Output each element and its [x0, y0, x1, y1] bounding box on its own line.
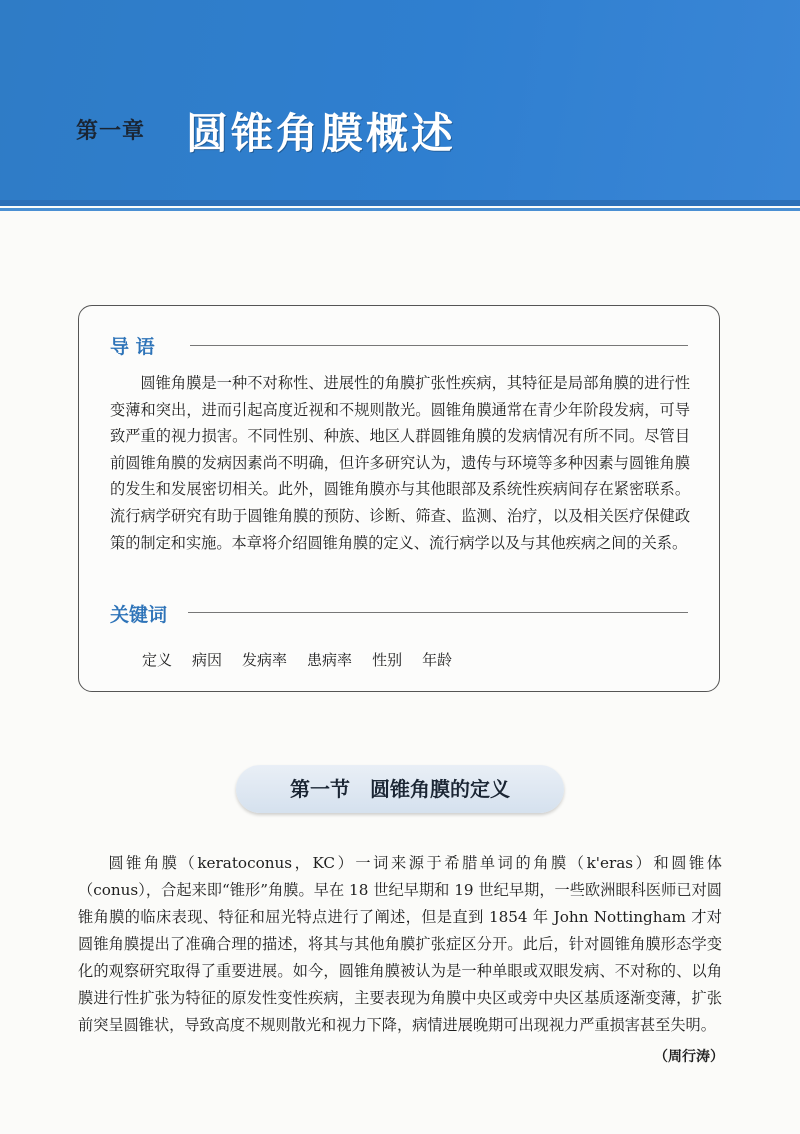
keyword: 性别	[372, 651, 403, 669]
chapter-number: 第一章	[76, 118, 146, 144]
chapter-banner	[0, 0, 800, 200]
keywords-heading-rule	[188, 612, 688, 613]
chapter-title: 圆锥角膜概述	[186, 109, 457, 158]
keyword: 发病率	[242, 651, 288, 669]
keywords-heading: 关键词	[110, 604, 168, 626]
section-title: 第一节 圆锥角膜的定义	[236, 765, 564, 813]
keyword: 病因	[192, 651, 223, 669]
intro-heading: 导 语	[110, 336, 155, 358]
keyword-list	[142, 649, 452, 670]
section-paragraph: 圆锥角膜（keratoconus，KC）一词来源于希腊单词的角膜（k'eras）和圆锥体（conus），合起来即“锥形”角膜。早在 18 世纪早期和 19 世纪早期，一些欧洲眼科医师已对圆锥角膜的临床表现、特征和屈光特点进行了阐述，但是直到 1854 年 John Nottingham 才对圆锥角膜提出了准确合理的描述，将其与其他角膜扩张症区分开。此后，针对圆锥角膜形态学变化的观察研究取得了重要进展。如今，圆锥角膜被认为是一种单眼或双眼发病、不对称的、以角膜进行性扩张为特征的原发性变性疾病，主要表现为角膜中央区或旁中央区基质逐渐变薄，扩张前突呈圆锥状，导致高度不规则散光和视力下降，病情进展晚期可出现视力严重损害甚至失明。	[78, 854, 722, 1034]
keyword: 患病率	[307, 651, 353, 669]
keyword: 定义	[142, 651, 173, 669]
banner-divider	[0, 200, 800, 206]
author-credit: （周行涛）	[654, 1049, 724, 1065]
banner-divider-thin	[0, 208, 800, 211]
intro-paragraph: 圆锥角膜是一种不对称性、进展性的角膜扩张性疾病，其特征是局部角膜的进行性变薄和突出，进而引起高度近视和不规则散光。圆锥角膜通常在青少年阶段发病，可导致严重的视力损害。不同性别、种族、地区人群圆锥角膜的发病情况有所不同。尽管目前圆锥角膜的发病因素尚不明确，但许多研究认为，遗传与环境等多种因素与圆锥角膜的发生和发展密切相关。此外，圆锥角膜亦与其他眼部及系统性疾病间存在紧密联系。流行病学研究有助于圆锥角膜的预防、诊断、筛查、监测、治疗，以及相关医疗保健政策的制定和实施。本章将介绍圆锥角膜的定义、流行病学以及与其他疾病之间的关系。	[110, 374, 690, 552]
intro-heading-rule	[190, 345, 688, 346]
keyword: 年龄	[422, 651, 453, 669]
